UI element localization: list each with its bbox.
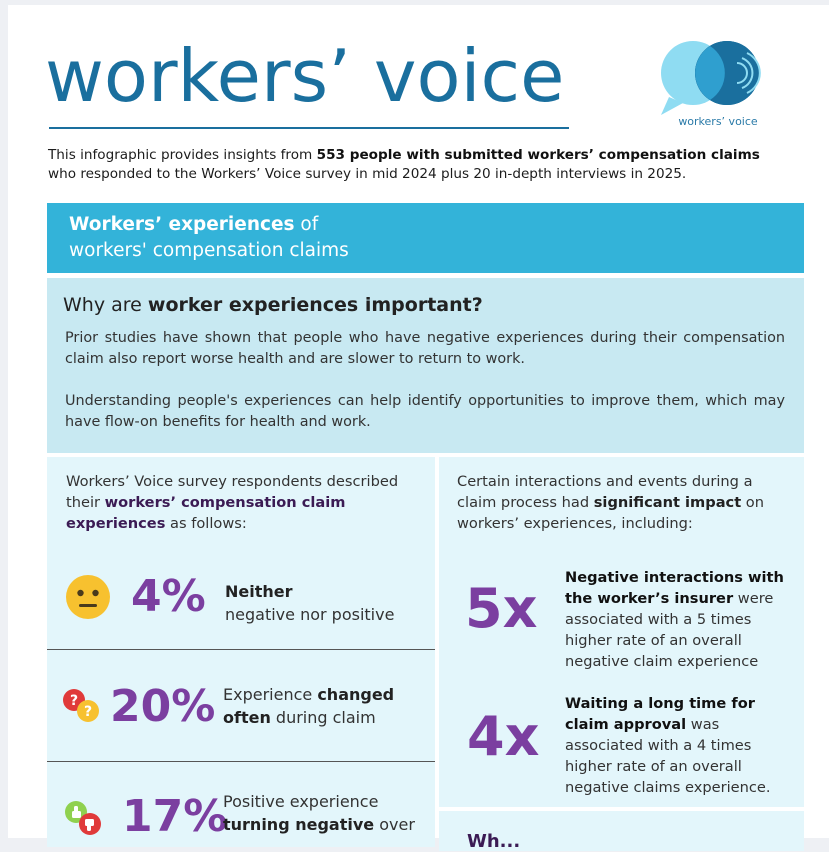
title-underline xyxy=(49,127,569,129)
infographic-page xyxy=(8,5,829,852)
right-intro-b: on workers’ experiences, including: xyxy=(457,494,764,532)
stat-divider xyxy=(47,649,435,650)
neutral-face-icon xyxy=(65,574,111,620)
impact-desc-waiting xyxy=(565,693,790,798)
why-paragraph-1: Prior studies have shown that people who have negative experiences during their compensation claim also report worse health and are slower to return to work. xyxy=(65,330,785,367)
stat-value-neither: 4% xyxy=(131,571,206,622)
question-marks-icon xyxy=(61,687,101,727)
stat-desc-neither-bold: Neither xyxy=(225,582,293,601)
impact-desc-waiting-bold: Waiting a long time for claim approval xyxy=(565,695,755,733)
stat-desc-turning-rest: over xyxy=(374,815,415,834)
thumbs-up-down-icon xyxy=(63,799,103,839)
intro-text-a: This infographic provides insights from xyxy=(48,147,317,163)
next-section-heading: Wh... xyxy=(467,831,521,852)
why-heading-plain: Why are xyxy=(63,294,148,316)
stat-desc-changed-pre: Experience xyxy=(223,685,318,704)
banner-line-1 xyxy=(69,214,318,235)
impact-value-insurer: 5x xyxy=(465,577,538,640)
stat-desc-turning-pre: Positive experience xyxy=(223,792,379,811)
stat-desc-changed-rest: during claim xyxy=(270,708,376,727)
experience-stats-panel xyxy=(47,457,435,847)
stat-value-turning: 17% xyxy=(122,791,228,842)
why-paragraph-2: Understanding people's experiences can help identify opportunities to improve them, which may have flow-on benefits for health and work. xyxy=(65,393,785,430)
stat-value-changed: 20% xyxy=(110,681,216,732)
section-banner xyxy=(47,203,804,273)
stat-desc-changed xyxy=(223,683,394,729)
impact-desc-insurer xyxy=(565,567,790,672)
right-intro-bold: significant impact xyxy=(593,494,742,511)
intro-text-bold: 553 people with submitted workers’ compensation claims xyxy=(316,147,760,163)
left-intro-end: as follows: xyxy=(165,515,247,532)
banner-bold: Workers’ experiences xyxy=(69,214,295,235)
logo-caption: workers’ voice xyxy=(678,115,758,128)
stat-divider xyxy=(47,761,435,762)
intro-paragraph xyxy=(48,146,788,184)
left-intro xyxy=(66,471,426,534)
svg-text:?: ? xyxy=(69,693,79,709)
intro-text-b: who responded to the Workers’ Voice survey in mid 2024 plus 20 in-depth interviews in 2025. xyxy=(48,166,687,182)
stat-desc-turning-bold: turning negative xyxy=(223,815,375,834)
impact-desc-waiting-rest: was associated with a 4 times higher rate of an overall negative claims experience. xyxy=(565,716,771,796)
impact-factors-panel xyxy=(439,457,804,807)
impact-desc-insurer-bold: Negative interactions with the worker’s insurer xyxy=(565,569,784,607)
right-intro-a: Certain interactions and events during a claim process had xyxy=(457,473,753,511)
why-heading-bold: worker experiences important? xyxy=(147,294,483,316)
stat-desc-neither-rest: negative nor positive xyxy=(225,605,395,624)
banner-line-2: workers' compensation claims xyxy=(69,240,349,261)
impact-value-waiting: 4x xyxy=(467,705,540,768)
left-intro-bold: workers’ compensation claim experiences xyxy=(66,494,346,532)
page-title: workers’ voice xyxy=(45,34,565,118)
left-intro-plain: Workers’ Voice survey respondents described their xyxy=(66,473,399,511)
stat-desc-changed-bold2: often xyxy=(223,708,271,727)
svg-text:?: ? xyxy=(83,704,93,720)
banner-rest: of xyxy=(294,214,319,235)
why-heading xyxy=(63,294,483,316)
right-intro xyxy=(457,471,787,534)
why-important-panel xyxy=(47,278,804,453)
stat-desc-neither xyxy=(225,580,394,626)
stat-desc-changed-bold: changed xyxy=(317,685,395,704)
impact-desc-insurer-rest: were associated with a 5 times higher rate of an overall negative claim experience xyxy=(565,590,774,670)
next-section-panel xyxy=(439,811,804,851)
stat-desc-turning xyxy=(223,790,415,836)
